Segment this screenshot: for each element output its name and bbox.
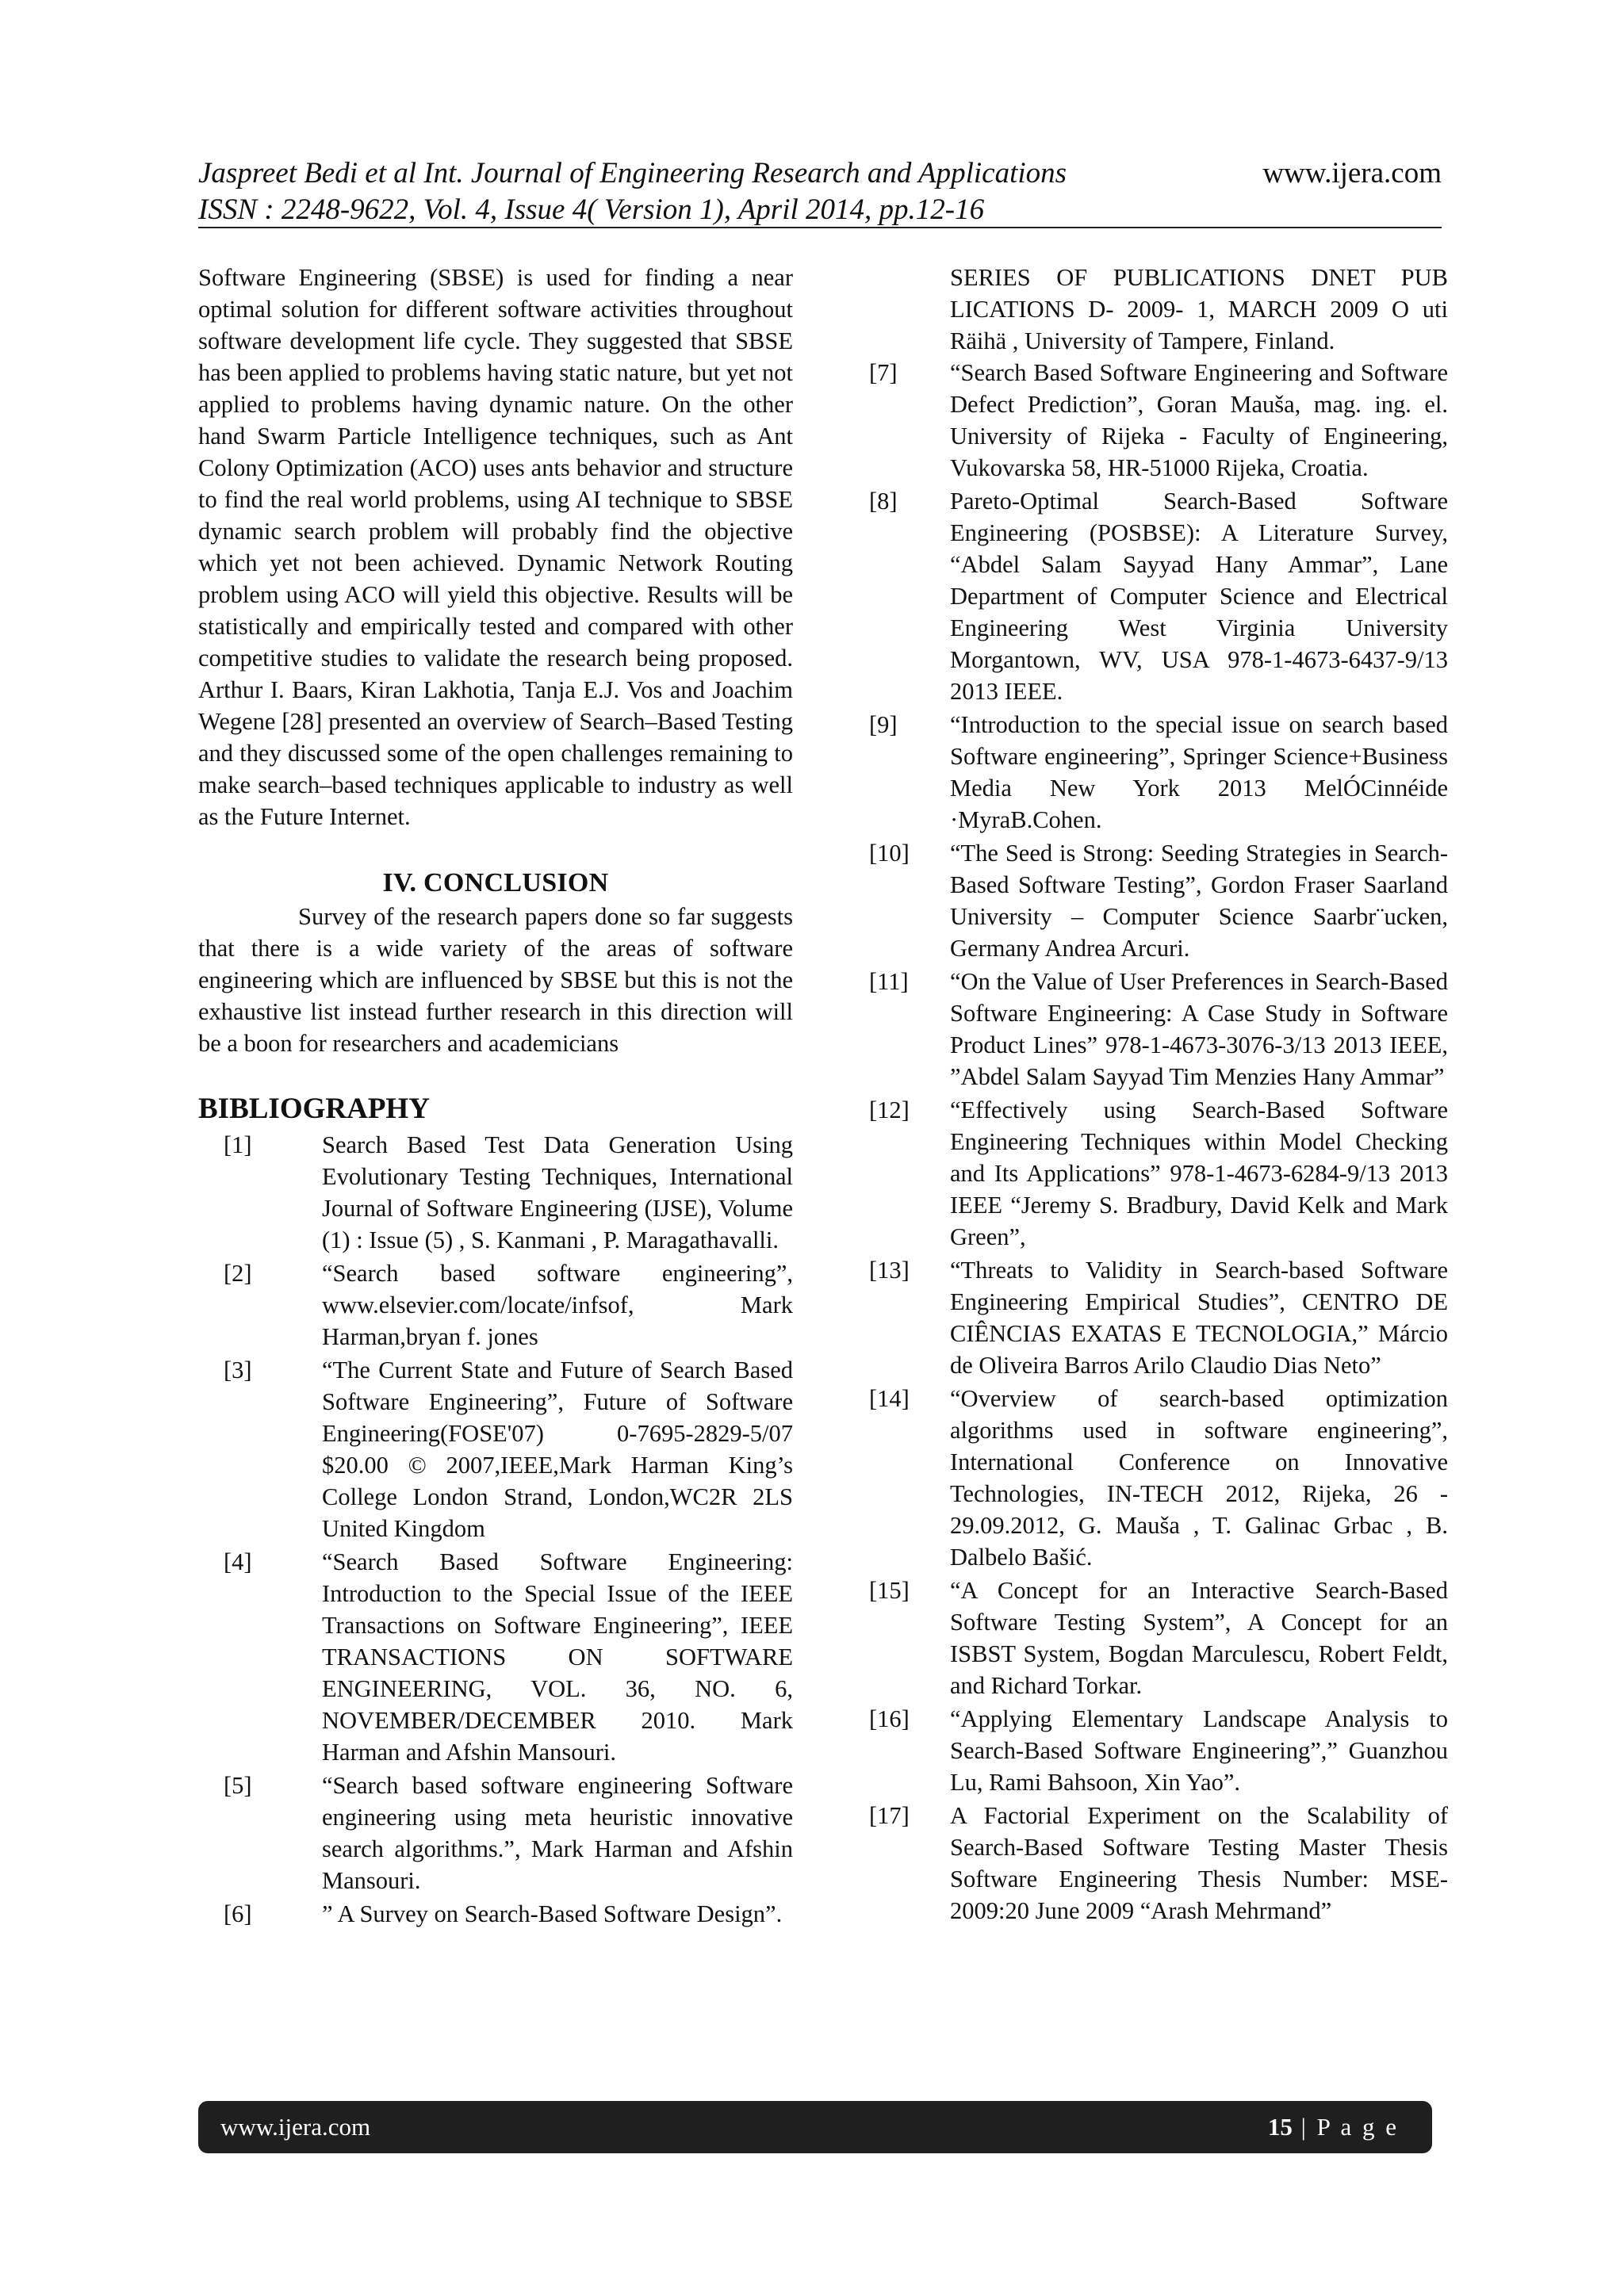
reference-text: ” A Survey on Search-Based Software Design”. — [322, 1900, 783, 1927]
reference-number: [6] — [224, 1900, 252, 1927]
reference-text: “On the Value of User Preferences in Search-Based Software Engineering: A Case Study in Software Product Lines” 978-1-4673-3076-3/13 2013 IEEE, ”Abdel Salam Sayyad Tim Menzies Hany Ammar” — [950, 968, 1448, 1090]
reference-text: “Search based software engineering”, www.elsevier.com/locate/infsof, Mark Harman,bryan f. jones — [322, 1260, 793, 1350]
page-number-label — [1268, 2101, 1399, 2153]
reference-item — [869, 1703, 1448, 1798]
reference-text: Search Based Test Data Generation Using Evolutionary Testing Techniques, International Journal of Software Engineering (IJSE), Volume (1) : Issue (5) , S. Kanmani , P. Maragathavalli. — [322, 1131, 793, 1253]
reference-number: [8] — [869, 488, 898, 515]
reference-item — [198, 1770, 793, 1896]
reference-item — [869, 966, 1448, 1093]
reference-text: A Factorial Experiment on the Scalability of Search-Based Software Testing Master Thesis Software Engineering Thesis Number: MSE-2009:20 June 2009 “Arash Mehrmand” — [950, 1802, 1448, 1924]
reference-item — [869, 1575, 1448, 1701]
reference-text: Pareto-Optimal Search-Based Software Engineering (POSBSE): A Literature Survey, “Abdel Salam Sayyad Hany Ammar”, Lane Department of Computer Science and Electrical Engineering West Virginia University Morgantown, WV, USA 978-1-4673-6437-9/13 2013 IEEE. — [950, 488, 1448, 705]
reference-number: [2] — [224, 1260, 252, 1287]
reference-number: [1] — [224, 1131, 252, 1158]
running-header — [198, 155, 1442, 228]
right-column — [869, 262, 1448, 1928]
reference-text: “Introduction to the special issue on search based Software engineering”, Springer Science+Business Media New York 2013 MelÓCinnéide ·MyraB.Cohen. — [950, 711, 1448, 833]
reference-item — [869, 485, 1448, 707]
reference-text: “The Current State and Future of Search Based Software Engineering”, Future of Software Engineering(FOSE'07) 0-7695-2829-5/07 $20.00 © 2007,IEEE,Mark Harman King’s College London Strand, London,WC2R 2LS United Kingdom — [322, 1357, 793, 1542]
reference-continuation: SERIES OF PUBLICATIONS DNET PUB LICATIONS D- 2009- 1, MARCH 2009 O uti Räihä , University of Tampere, Finland. — [950, 264, 1448, 354]
reference-item — [869, 1254, 1448, 1381]
header-url: www.ijera.com — [1262, 157, 1442, 189]
header-rule — [198, 227, 1442, 228]
reference-number: [16] — [869, 1705, 910, 1732]
reference-text: “Search based software engineering Software engineering using meta heuristic innovative search algorithms.”, Mark Harman and Afshin Mansouri. — [322, 1772, 793, 1894]
reference-text: “The Seed is Strong: Seeding Strategies in Search-Based Software Testing”, Gordon Fraser Saarland University – Computer Science Saarbr¨ucken, Germany Andrea Arcuri. — [950, 840, 1448, 962]
left-column — [198, 262, 793, 1931]
reference-number: [13] — [869, 1257, 910, 1284]
reference-number: [14] — [869, 1385, 910, 1412]
journal-title: Jaspreet Bedi et al Int. Journal of Engineering Research and Applications — [198, 157, 1067, 189]
reference-number: [15] — [869, 1577, 910, 1604]
reference-number: [4] — [224, 1548, 252, 1575]
reference-text: “Threats to Validity in Search-based Software Engineering Empirical Studies”, CENTRO DE CIÊNCIAS EXATAS E TECNOLOGIA,” Márcio de Oliveira Barros Arilo Claudio Dias Neto” — [950, 1257, 1448, 1379]
reference-text: “A Concept for an Interactive Search-Based Software Testing System”, A Concept for an ISBST System, Bogdan Marculescu, Robert Feldt, and Richard Torkar. — [950, 1577, 1448, 1699]
reference-number: [5] — [224, 1772, 252, 1799]
conclusion-paragraph: Survey of the research papers done so far suggests that there is a wide variety of the areas of software engineering which are influenced by SBSE but this is not the exhaustive list instead further research in this direction will be a boon for researchers and academicians — [198, 903, 793, 1057]
issn-line: ISSN : 2248-9622, Vol. 4, Issue 4( Version 1), April 2014, pp.12-16 — [198, 193, 985, 226]
reference-text: “Effectively using Search-Based Software Engineering Techniques within Model Checking and Its Applications” 978-1-4673-6284-9/13 2013 IEEE “Jeremy S. Bradbury, David Kelk and Mark Green”, — [950, 1096, 1448, 1250]
reference-item — [869, 1383, 1448, 1573]
footer-url: www.ijera.com — [220, 2113, 371, 2141]
reference-number: [3] — [224, 1357, 252, 1383]
references-left — [198, 1129, 793, 1930]
reference-text: “Overview of search-based optimization algorithms used in software engineering”, International Conference on Innovative Technologies, IN-TECH 2012, Rijeka, 26 - 29.09.2012, G. Mauša , T. Galinac Grbac , B. Dalbelo Bašić. — [950, 1385, 1448, 1571]
reference-item — [869, 709, 1448, 836]
reference-number: [9] — [869, 711, 898, 738]
reference-number: [12] — [869, 1096, 910, 1123]
reference-text: “Applying Elementary Landscape Analysis to Search-Based Software Engineering”,” Guanzhou Lu, Rami Bahsoon, Xin Yao”. — [950, 1705, 1448, 1796]
reference-item — [869, 1094, 1448, 1253]
reference-item — [198, 1546, 793, 1768]
reference-text: “Search Based Software Engineering: Introduction to the Special Issue of the IEEE Transactions on Software Engineering”, IEEE TRANSACTIONS ON SOFTWARE ENGINEERING, VOL. 36, NO. 6, NOVEMBER/DECEMBER 2010. Mark Harman and Afshin Mansouri. — [322, 1548, 793, 1766]
reference-item — [198, 1257, 793, 1353]
references-right — [869, 357, 1448, 1927]
intro-paragraph: Software Engineering (SBSE) is used for finding a near optimal solution for different software activities throughout software development life cycle. They suggested that SBSE has been applied to problems having static nature, but yet not applied to problems having dynamic nature. On the other hand Swarm Particle Intelligence techniques, such as Ant Colony Optimization (ACO) uses ants behavior and structure to find the real world problems, using AI technique to SBSE dynamic search problem will probably find the objective which yet not been achieved. Dynamic Network Routing problem using ACO will yield this objective. Results will be statistically and empirically tested and compared with other competitive studies to validate the research being proposed. Arthur I. Baars, Kiran Lakhotia, Tanja E.J. Vos and Joachim Wegene [28] presented an overview of Search–Based Testing and they discussed some of the open challenges remaining to make search–based techniques applicable to industry as well as the Future Internet. — [198, 264, 793, 830]
bibliography-heading: BIBLIOGRAPHY — [198, 1093, 430, 1125]
conclusion-heading: IV. CONCLUSION — [382, 868, 609, 897]
page-label: | P a g e — [1300, 2113, 1399, 2141]
reference-number: [7] — [869, 359, 898, 386]
reference-item — [198, 1354, 793, 1544]
reference-item — [198, 1898, 793, 1930]
reference-number: [11] — [869, 968, 909, 995]
reference-item — [869, 357, 1448, 484]
reference-text: “Search Based Software Engineering and Software Defect Prediction”, Goran Mauša, mag. ing. el. University of Rijeka - Faculty of Engineering, Vukovarska 58, HR-51000 Rijeka, Croatia. — [950, 359, 1448, 481]
reference-item — [198, 1129, 793, 1256]
reference-item — [869, 837, 1448, 964]
reference-number: [10] — [869, 840, 910, 867]
page-number: 15 — [1267, 2113, 1293, 2141]
reference-item — [869, 1800, 1448, 1927]
reference-number: [17] — [869, 1802, 910, 1829]
page-footer — [198, 2101, 1432, 2153]
